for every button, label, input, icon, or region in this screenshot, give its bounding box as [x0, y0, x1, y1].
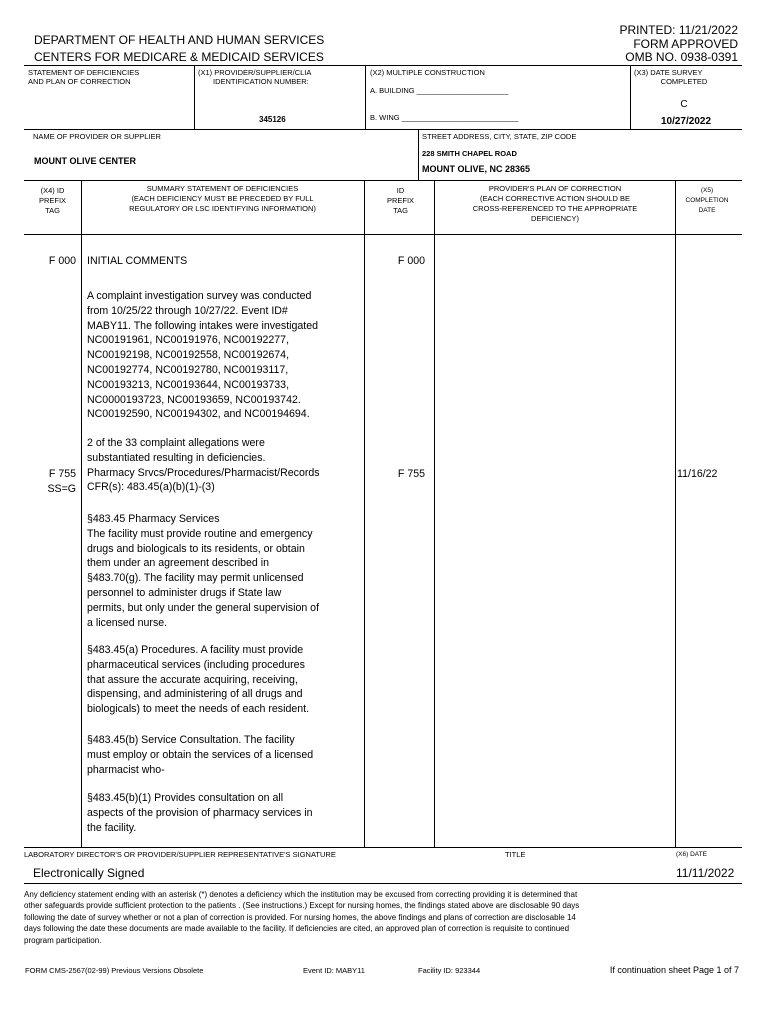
paragraph-consultation-provision: §483.45(b)(1) Provides consultation on all aspects of the provision of pharmacy services in the facility. [87, 792, 313, 834]
rule [365, 65, 366, 129]
id-header-3: TAG [393, 206, 408, 215]
rule [24, 234, 742, 235]
tag-f000-right: F 000 [397, 255, 425, 267]
tag-f755-right: F 755 [397, 468, 425, 480]
rule [418, 129, 419, 180]
plan-header-1: PROVIDER'S PLAN OF CORRECTION [488, 184, 622, 193]
footer-facility-id: Facility ID: 923344 [418, 966, 481, 975]
rule [630, 65, 631, 129]
x6-date-label: (X6) DATE [676, 851, 707, 858]
rule [24, 65, 742, 66]
x4-header-1: (X4) ID [40, 186, 65, 195]
address-label: STREET ADDRESS, CITY, STATE, ZIP CODE [422, 132, 577, 141]
x3-label: (X3) DATE SURVEY [634, 68, 703, 77]
provider-id-number: 345126 [259, 115, 286, 124]
tag-f755: F 755 [48, 468, 76, 480]
x1-label-2: IDENTIFICATION NUMBER: [213, 77, 309, 86]
rule [364, 180, 365, 847]
building-label: A. BUILDING ______________________ [370, 86, 509, 95]
omb-number: OMB NO. 0938-0391 [625, 50, 738, 64]
address-line-1: 228 SMITH CHAPEL ROAD [422, 149, 517, 158]
rule [675, 180, 676, 847]
statement-label: STATEMENT OF DEFICIENCIES [28, 68, 140, 77]
plan-header-4: DEFICIENCY) [531, 214, 579, 223]
paragraph-procedures: §483.45(a) Procedures. A facility must provide pharmaceutical services (including procedures that assure the accurate acquiring, receiving, dispensing, and administering of all drugs and biologicals) to meet the needs of each resident. [87, 644, 310, 716]
summary-header-3: REGULATORY OR LSC IDENTIFYING INFORMATION) [129, 204, 316, 213]
footer-event-id: Event ID: MABY11 [303, 966, 365, 975]
x3-label-2: COMPLETED [660, 77, 708, 86]
id-header-2: PREFIX [386, 196, 415, 205]
x5-header-1: (X5) [700, 187, 714, 194]
completion-date: 11/16/22 [677, 468, 718, 480]
summary-header-2: (EACH DEFICIENCY MUST BE PRECEDED BY FULL [131, 194, 314, 203]
x1-label: (X1) PROVIDER/SUPPLIER/CLIA [198, 68, 312, 77]
address-line-2: MOUNT OLIVE, NC 28365 [422, 164, 531, 174]
footer-form-id: FORM CMS-2567(02-99) Previous Versions Obsolete [25, 966, 204, 975]
signature-date: 11/11/2022 [676, 866, 735, 880]
provider-name-label: NAME OF PROVIDER OR SUPPLIER [33, 132, 161, 141]
department-title: DEPARTMENT OF HEALTH AND HUMAN SERVICES [34, 33, 325, 47]
signature-value: Electronically Signed [33, 866, 145, 880]
statement-label-2: AND PLAN OF CORRECTION [28, 77, 131, 86]
footer-page-number: If continuation sheet Page 1 of 7 [609, 965, 739, 975]
id-header-1: ID [396, 186, 405, 195]
paragraph-service-consultation: §483.45(b) Service Consultation. The facility must employ or obtain the services of a licensed pharmacist who- [87, 734, 314, 776]
rule [434, 180, 435, 847]
form-approved: FORM APPROVED [633, 37, 738, 51]
plan-header-2: (EACH CORRECTIVE ACTION SHOULD BE [479, 194, 631, 203]
paragraph-allegations: 2 of the 33 complaint allegations were substantiated resulting in deficiencies. Pharmacy Srvcs/Procedures/Pharmacist/Records CFR(s): 483.45(a)(b)(1)-(3) [87, 437, 320, 494]
x4-header-3: TAG [45, 206, 60, 215]
provider-name: MOUNT OLIVE CENTER [34, 156, 137, 166]
initial-comments: INITIAL COMMENTS [87, 255, 188, 267]
plan-header-3: CROSS-REFERENCED TO THE APPROPRIATE [472, 204, 638, 213]
disclaimer: Any deficiency statement ending with an asterisk (*) denotes a deficiency which the institution may be excused from correcting providing it is determined that other safeguards provide sufficient protection to the patients . (See instructions.) Except for nursing homes, the findings stated above are disclosable 90 days following the date of survey whether or not a plan of correction is provided. For nursing homes, the above findings and plans of correction are disclosable 14 days following the date these documents are made available to the facility. If deficiencies are cited, an approved plan of correction is requisite to continued program participation. [24, 890, 580, 945]
centers-title: CENTERS FOR MEDICARE & MEDICAID SERVICES [34, 50, 324, 64]
rule [24, 847, 742, 848]
paragraph-complaint-survey: A complaint investigation survey was conducted from 10/25/22 through 10/27/22. Event ID# MABY11. The following intakes were investigated NC00191961, NC00191976, NC00192277, NC00192198, NC00192558, NC00192674, NC00192774, NC00192780, NC00193117, NC00193213, NC00193644, NC00193733, NC0000193723, NC00193659, NC00193742. NC00192590, NC00194302, and NC00194694. [87, 290, 319, 421]
x5-header-2: COMPLETION [685, 197, 729, 204]
paragraph-pharmacy-services: §483.45 Pharmacy Services The facility must provide routine and emergency drugs and biologicals to its residents, or obtain them under an agreement described in §483.70(g). The facility may permit unlicensed personnel to administer drugs if State law permits, but only under the general supervision of a licensed nurse. [87, 513, 320, 629]
tag-ss-g: SS=G [47, 483, 76, 495]
survey-completed-date: 10/27/2022 [660, 116, 712, 127]
signature-label: LABORATORY DIRECTOR'S OR PROVIDER/SUPPLIER REPRESENTATIVE'S SIGNATURE [24, 850, 336, 859]
rule [24, 129, 742, 130]
x4-header-2: PREFIX [38, 196, 67, 205]
printed-date: PRINTED: 11/21/2022 [619, 23, 738, 37]
rule [24, 883, 742, 884]
rule [24, 180, 742, 181]
x2-label: (X2) MULTIPLE CONSTRUCTION [370, 68, 485, 77]
rule [81, 180, 82, 847]
summary-header-1: SUMMARY STATEMENT OF DEFICIENCIES [146, 184, 299, 193]
x5-header-3: DATE [698, 207, 716, 214]
title-label: TITLE [505, 850, 526, 859]
tag-f000: F 000 [48, 255, 76, 267]
rule [194, 65, 195, 129]
wing-label: B. WING ____________________________ [370, 113, 519, 122]
x3-code: C [680, 99, 688, 110]
